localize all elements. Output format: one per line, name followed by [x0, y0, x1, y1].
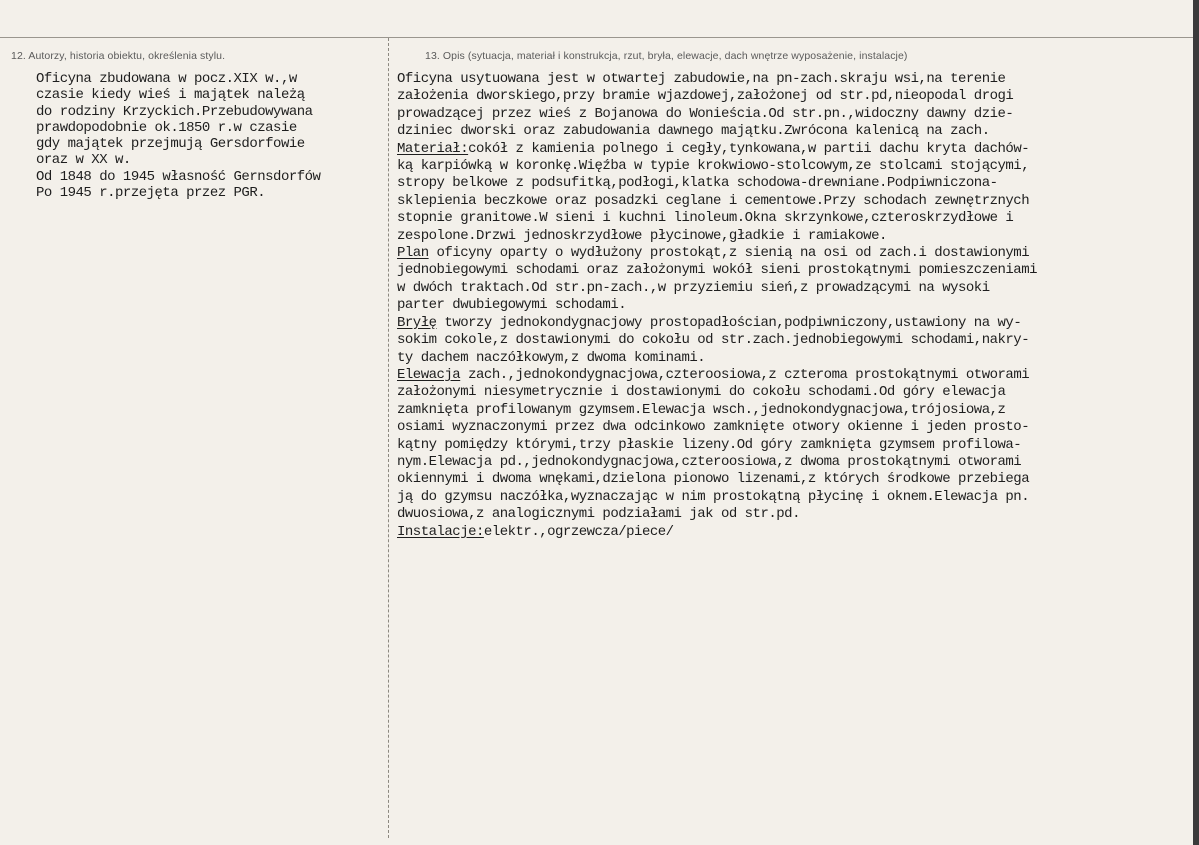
description-line-text: zamknięta profilowanym gzymsem.Elewacja wsch.,jednokondygnacjowa,trójosiowa,z [397, 401, 1006, 418]
description-line-text: jednobiegowymi schodami oraz założonymi wokół sieni prostokątnymi pomieszczeniami [397, 262, 1038, 279]
description-text [397, 71, 1187, 541]
description-line [397, 315, 1187, 332]
description-line [397, 297, 1187, 314]
section-13-header: 13. Opis (sytuacja, materiał i konstrukcja, rzut, bryła, elewacje, dach wnętrze wyposażenie, instalacje) [425, 50, 908, 62]
description-line-text: sklepienia beczkowe oraz posadzki ceglane i cementowe.Przy schodach zewnętrznych [397, 192, 1030, 209]
description-line [397, 489, 1187, 506]
description-line [397, 367, 1187, 384]
description-line-text: zach.,jednokondygnacjowa,czteroosiowa,z czteroma prostokątnymi otworami [460, 366, 1030, 383]
description-line-text: kątny pomiędzy którymi,trzy płaskie lizeny.Od góry zamknięta gzymsem profilowa- [397, 436, 1022, 453]
history-line: Od 1848 do 1945 własność Gernsdorfów [36, 168, 321, 185]
history-line: Po 1945 r.przejęta przez PGR. [36, 185, 266, 202]
description-line [397, 245, 1187, 262]
description-line [397, 454, 1187, 471]
description-line [397, 280, 1187, 297]
description-line-text: parter dwubiegowymi schodami. [397, 297, 627, 314]
description-line [397, 524, 1187, 541]
description-line-text: cokół z kamienia polnego i cegły,tynkowana,w partii dachu kryta dachów- [468, 140, 1030, 157]
history-line: prawdopodobnie ok.1850 r.w czasie [36, 119, 297, 136]
section-keyword: Instalacje: [397, 523, 484, 540]
description-line [397, 506, 1187, 523]
description-line [397, 158, 1187, 175]
description-line [397, 471, 1187, 488]
description-line-text: założenia dworskiego,przy bramie wjazdowej,założonej od str.pd,nieopodal drogi [397, 88, 1014, 105]
description-line-text: sokim cokole,z dostawionymi do cokołu od str.zach.jednobiegowymi schodami,nakry- [397, 332, 1030, 349]
section-keyword: Materiał: [397, 140, 469, 157]
section-keyword: Elewacja [397, 366, 461, 383]
history-line: gdy majątek przejmują Gersdorfowie [36, 136, 305, 153]
history-line: czasie kiedy wieś i majątek należą [36, 87, 305, 104]
description-line [397, 402, 1187, 419]
description-line-text: ty dachem naczółkowym,z dwoma kominami. [397, 349, 706, 366]
description-line [397, 384, 1187, 401]
description-line-text: tworzy jednokondygnacjowy prostopadłościan,podpiwniczony,ustawiony na wy- [436, 314, 1022, 331]
description-line [397, 123, 1187, 140]
description-line-text: nym.Elewacja pd.,jednokondygnacjowa,czteroosiowa,z dwoma prostokątnymi otworami [397, 453, 1022, 470]
history-line: oraz w XX w. [36, 152, 131, 169]
description-line [397, 141, 1187, 158]
description-line [397, 175, 1187, 192]
description-line [397, 193, 1187, 210]
description-line-text: w dwóch traktach.Od str.pn-zach.,w przyziemiu sień,z prowadzącymi na wysoki [397, 279, 990, 296]
description-line [397, 71, 1187, 88]
description-line [397, 88, 1187, 105]
history-line: do rodziny Krzyckich.Przebudowywana [36, 103, 313, 120]
description-line [397, 437, 1187, 454]
column-divider [388, 38, 389, 838]
description-line-text: oficyny oparty o wydłużony prostokąt,z sienią na osi od zach.i dostawionymi [428, 245, 1030, 262]
description-line-text: stropy belkowe z podsufitką,podłogi,klatka schodowa-drewniane.Podpiwniczona- [397, 175, 998, 192]
description-line [397, 419, 1187, 436]
description-line [397, 228, 1187, 245]
description-line-text: ką karpiówką w koronkę.Więźba w typie krokwiowo-stolcowym,ze stolcami stojącymi, [397, 158, 1030, 175]
description-line [397, 106, 1187, 123]
description-line-text: prowadzącej przez wieś z Bojanowa do Wonieścia.Od str.pn.,widoczny dawny dzie- [397, 105, 1014, 122]
top-rule [0, 37, 1193, 38]
description-line-text: dziniec dworski oraz zabudowania dawnego majątku.Zwrócona kalenicą na zach. [397, 123, 990, 140]
description-line-text: zespolone.Drzwi jednoskrzydłowe płycinowe,gładkie i ramiakowe. [397, 227, 887, 244]
description-line [397, 332, 1187, 349]
description-line-text: stopnie granitowe.W sieni i kuchni linoleum.Okna skrzynkowe,czteroskrzydłowe i [397, 210, 1014, 227]
description-line-text: założonymi niesymetrycznie i dostawionymi do cokołu schodami.Od góry elewacja [397, 384, 1006, 401]
description-line [397, 210, 1187, 227]
description-line-text: osiami wyznaczonymi przez dwa odcinkowo zamknięte otwory okienne i jeden prosto- [397, 419, 1030, 436]
description-line-text: dwuosiowa,z analogicznymi podziałami jak od str.pd. [397, 506, 800, 523]
section-keyword: Bryłę [397, 314, 437, 331]
description-line-text: Oficyna usytuowana jest w otwartej zabudowie,na pn-zach.skraju wsi,na terenie [397, 71, 1006, 87]
description-line-text: ją do gzymsu naczółka,wyznaczając w nim prostokątną płycinę i oknem.Elewacja pn. [397, 488, 1030, 505]
history-text [36, 71, 388, 201]
description-line [397, 350, 1187, 367]
description-line-text: elektr.,ogrzewcza/piece/ [483, 523, 674, 540]
section-keyword: Plan [397, 245, 429, 262]
section-12-header: 12. Autorzy, historia obiektu, określenia stylu. [11, 50, 226, 62]
description-line-text: okiennymi i dwoma wnękami,dzielona pionowo lizenami,z których środkowe przebiega [397, 471, 1030, 488]
description-line [397, 262, 1187, 279]
history-line: Oficyna zbudowana w pocz.XIX w.,w [36, 71, 297, 87]
